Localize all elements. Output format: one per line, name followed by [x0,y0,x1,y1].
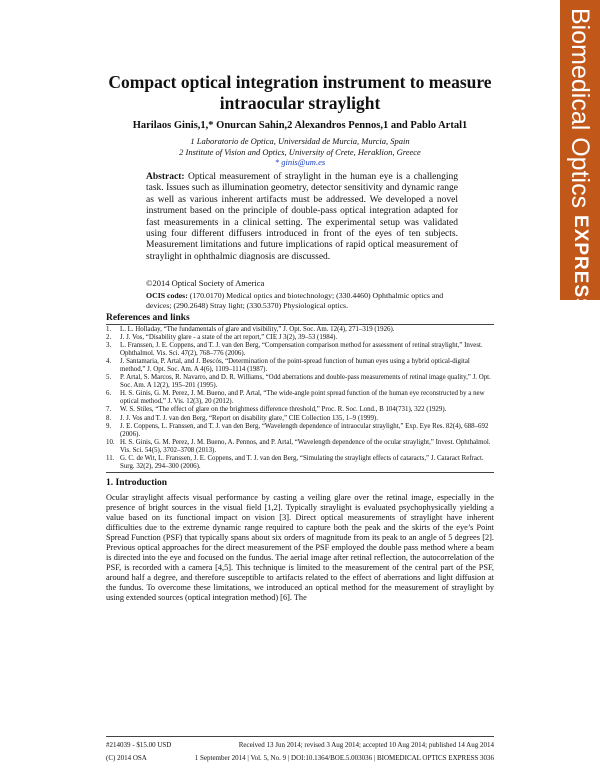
ocis-label: OCIS codes: [146,291,188,300]
publication-history: Received 13 Jun 2014; revised 3 Aug 2014; accepted 10 Aug 2014; published 14 Aug 2014 [238,741,494,749]
reference-item: 11. G. C. de Wit, L. Franssen, J. E. Coppens, and T. J. van den Berg, “Simulating the straylight effects of cataracts,” J. Cataract Refract. Surg. 32(2), 294–300 (2006). [106,454,484,470]
references-bottom-rule [106,472,494,473]
reference-item: 4. J. Santamaria, P. Artal, and J. Bescós, “Determination of the point-spread function of human eyes using a hybrid optical-digital method,” J. Opt. Soc. Am. A 4(6), 1109–1114 (1987). [106,358,470,374]
reference-item: 2. J. J. Vos, “Disability glare - a state of the art report,” CIE J 3(2), 39–53 (1984). [106,334,338,342]
affiliation-1: 1 Laboratorio de Optica, Universidad de Murcia, Murcia, Spain [190,136,410,146]
journal-sidebar-banner [560,0,600,312]
footer-citation [106,754,494,762]
footer-article-info [106,741,494,749]
references-list [106,326,494,471]
ocis-codes [146,291,458,310]
reference-item: 10. H. S. Ginis, G. M. Perez, J. M. Bueno, A. Pennos, and P. Artal, “Wavelength dependence of the ocular straylight,” Invest. Ophthalmol. Vis. Sci. 54(5), 3702–3708 (2013). [106,438,491,454]
section-heading-introduction: 1. Introduction [106,478,168,488]
footer-rule [106,736,494,737]
introduction-body: Ocular straylight affects visual performance by casting a veiling glare over the retinal image, especially in the presence of bright sources in the visual field [1,2]. Typically straylight is evaluated psychophysically yielding a value based on its functional impact on vision [3]. Direct optical measurements of straylight have inherent difficulties due to the extreme dynamic range required to capture both the peak and the skirts of the eye’s Point Spread Function (PSF) that typically spans about six orders of magnitude from its peak to an angle of 5 degrees [2]. Previous optical approaches for the direct measurement of the PSF employed the double pass method where a beam is directed into the eye and focused on the fundus. The aerial image after retinal reflection, the autocorrelation of the PSF, is recorded with a camera [4,5]. This technique is limited to the measurement of the central part of the PSF, around half a degree, and therefore susceptible to artifacts related to the effect of aberrations and light diffusion at the fundus. To overcome these limitations, we introduced an optical method for the measurement of straylight by using extended sources (optical integration method) [6]. The [106,493,494,603]
journal-logo [565,8,595,312]
reference-item: 5. P. Artal, S. Marcos, R. Navarro, and D. R. Williams, “Odd aberrations and double-pass measurements of retinal image quality,” J. Opt. Soc. Am. A 12(2), 195–201 (1995). [106,374,491,390]
journal-name: Biomedical Optics [566,8,594,209]
reference-item: 3. L. Franssen, J. E. Coppens, and T. J. van den Berg, “Compensation comparison method for assessment of retinal straylight,” Invest. Ophthalmol. Vis. Sci. 47(2), 768–776 (2006). [106,342,483,358]
paper-title: Compact optical integration instrument to measure intraocular straylight [108,72,492,113]
journal-tagline: EXPRESS [570,215,591,312]
article-id: #214039 - $15.00 USD [106,741,172,749]
footer-copyright: (C) 2014 OSA [106,754,147,762]
references-top-rule [106,324,494,325]
copyright-notice: ©2014 Optical Society of America [146,278,265,288]
reference-item: 9. J. E. Coppens, L. Franssen, and T. J. van den Berg, “Wavelength dependence of intraocular straylight,” Exp. Eye Res. 82(4), 688–692 (2006). [106,422,489,438]
reference-item: 8. J. J. Vos and T. J. van den Berg, “Report on disability glare,” CIE Collection 135, 1–9 (1999). [106,414,378,422]
references-heading: References and links [106,313,190,323]
affiliations [100,136,500,168]
abstract-label: Abstract: [146,172,185,182]
ocis-text: (170.0170) Medical optics and biotechnology; (330.4460) Ophthalmic optics and devices; (290.2648) Stray light; (330.5370) Physiological optics. [146,291,444,310]
abstract [146,172,458,263]
reference-item: 7. W. S. Stiles, “The effect of glare on the brightness difference threshold,” Proc. R. Soc. Lond., B 104(731), 322 (1929). [106,406,447,414]
affiliation-2: 2 Institute of Vision and Optics, University of Crete, Heraklion, Greece [179,146,421,157]
reference-item: 1. L. L. Holladay, “The fundamentals of glare and visibility,” J. Opt. Soc. Am. 12(4), 271–319 (1926). [106,326,395,333]
corresponding-email-link[interactable]: * ginis@um.es [274,157,326,167]
footer-journal-citation: 1 September 2014 | Vol. 5, No. 9 | DOI:10.1364/BOE.5.003036 | BIOMEDICAL OPTICS EXPRESS 3036 [194,754,494,762]
abstract-text: Optical measurement of straylight in the human eye is a challenging task. Issues such as illumination geometry, detector sensitivity and dynamic range as well as various inherent artifacts must be addressed. We developed a novel instrument based on the principle of double-pass optical integration adapted for fast measurements in a clinical setting. The experimental setup was validated using four different diffusers introduced in front of the eyes of ten subjects. Measurement limitations and future implications of rapid optical measurement of straylight in ophthalmic diagnosis are discussed. [146,172,459,262]
author-list: Harilaos Ginis,1,* Onurcan Sahin,2 Alexandros Pennos,1 and Pablo Artal1 [132,120,468,131]
reference-item: 6. H. S. Ginis, G. M. Perez, J. M. Bueno, and P. Artal, “The wide-angle point spread function of the human eye reconstructed by a new optical method,” J. Vis. 12(3), 20 (2012). [106,390,485,406]
